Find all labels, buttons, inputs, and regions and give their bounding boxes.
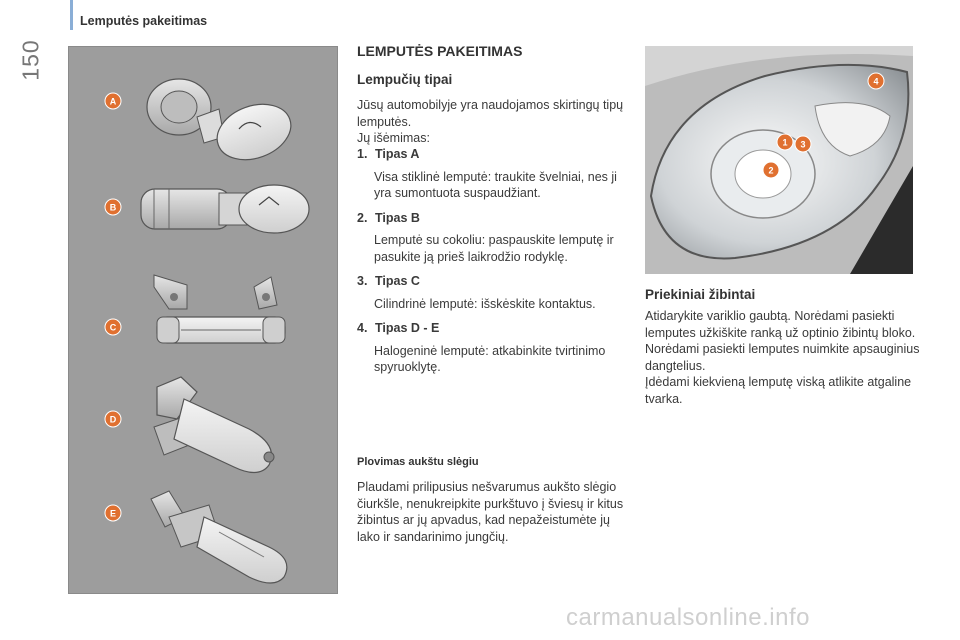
page-number-text: 150 [17,39,44,81]
headlamp-photo [645,46,913,274]
badge-e [105,505,121,521]
bulb-b-drawing [141,185,309,233]
photo-badge-4 [868,73,884,89]
type-description: Visa stiklinė lemputė: traukite švelniai, nes ji yra sumontuota suspaudžiant. [374,169,617,200]
headlamps-paragraph-3: Įdėdami kiekvieną lemputę viską atlikite atgaline tvarka. [645,375,912,406]
main-title: LEMPUTĖS PAKEITIMAS [357,43,523,59]
headlamps-title: Priekiniai žibintai [645,287,756,302]
photo-badge-1 [777,134,793,150]
headlamps-paragraph-1: Atidarykite variklio gaubtą. Norėdami pasiekti lemputes užkiškite ranką už optinio žibintų bloko. [645,309,916,340]
section-title: Lemputės pakeitimas [80,14,208,28]
watermark-text: carmanualsonline.info [566,604,810,631]
type-name: Tipas A [375,147,420,161]
bulb-e-drawing [151,491,287,583]
type-number: 1. [357,147,368,161]
bulb-type-list [357,146,637,384]
type-item-c [357,273,637,312]
subtitle-bulb-types: Lempučių tipai [357,72,453,87]
type-number: 2. [357,210,368,225]
intro-paragraph-1: Jūsų automobilyje yra naudojamos skirtingų tipų lemputės. [357,98,624,129]
bulb-a-drawing [147,79,299,169]
bulb-d-drawing [154,377,274,473]
headlamps-text [645,308,920,407]
type-name: Tipas B [375,210,420,225]
type-number: 3. [357,274,368,288]
type-item-a [357,146,637,202]
type-name: Tipas C [375,274,420,288]
badge-c-text: C [109,322,117,333]
badge-a-text: A [109,96,117,107]
photo-badge-1-text: 1 [782,137,788,148]
sidebar-accent-line [70,0,73,30]
intro-paragraph-2: Jų išėmimas: [357,131,430,145]
photo-badge-4-text: 4 [873,76,879,87]
type-description: Halogeninė lemputė: atkabinkite tvirtinimo spyruoklytę. [374,343,606,374]
bulb-illustration-svg [69,47,339,595]
photo-badge-2-text: 2 [768,165,774,176]
pressure-wash-title: Plovimas aukštu slėgiu [357,456,479,468]
headlamp-photo-svg [645,46,913,274]
photo-badge-3-text: 3 [800,139,806,150]
badge-c [105,319,121,335]
type-item-d-e [357,320,637,376]
page-number [14,30,48,90]
type-description: Lemputė su cokoliu: paspauskite lemputę ir pasukite ją prieš laikrodžio rodyklę. [374,233,614,264]
type-name: Tipas D - E [375,321,440,335]
pressure-wash-text: Plaudami prilipusius nešvarumus aukšto slėgio čiurkšle, nenukreipkite purkštuvo į šviesų ir kitus žibintus ar jų apvadus, kad nepažeistumėte jų lako ir sandarinimo jungčių. [357,480,624,544]
type-description: Cilindrinė lemputė: išskėskite kontaktus. [374,296,596,311]
badge-d [105,411,121,427]
bulb-c-drawing [154,275,285,343]
headlamps-paragraph-2: Norėdami pasiekti lemputes nuimkite apsauginius dangtelius. [645,342,920,373]
badge-a [105,93,121,109]
bulb-types-illustration [68,46,338,594]
badge-b [105,199,121,215]
badge-e-text: E [109,508,117,519]
badge-b-text: B [109,202,117,213]
badge-d-text: D [109,414,117,425]
intro-text [357,97,627,147]
type-number: 4. [357,321,368,335]
type-item-b [357,210,637,266]
photo-badge-3 [795,136,811,152]
photo-badge-2 [763,162,779,178]
